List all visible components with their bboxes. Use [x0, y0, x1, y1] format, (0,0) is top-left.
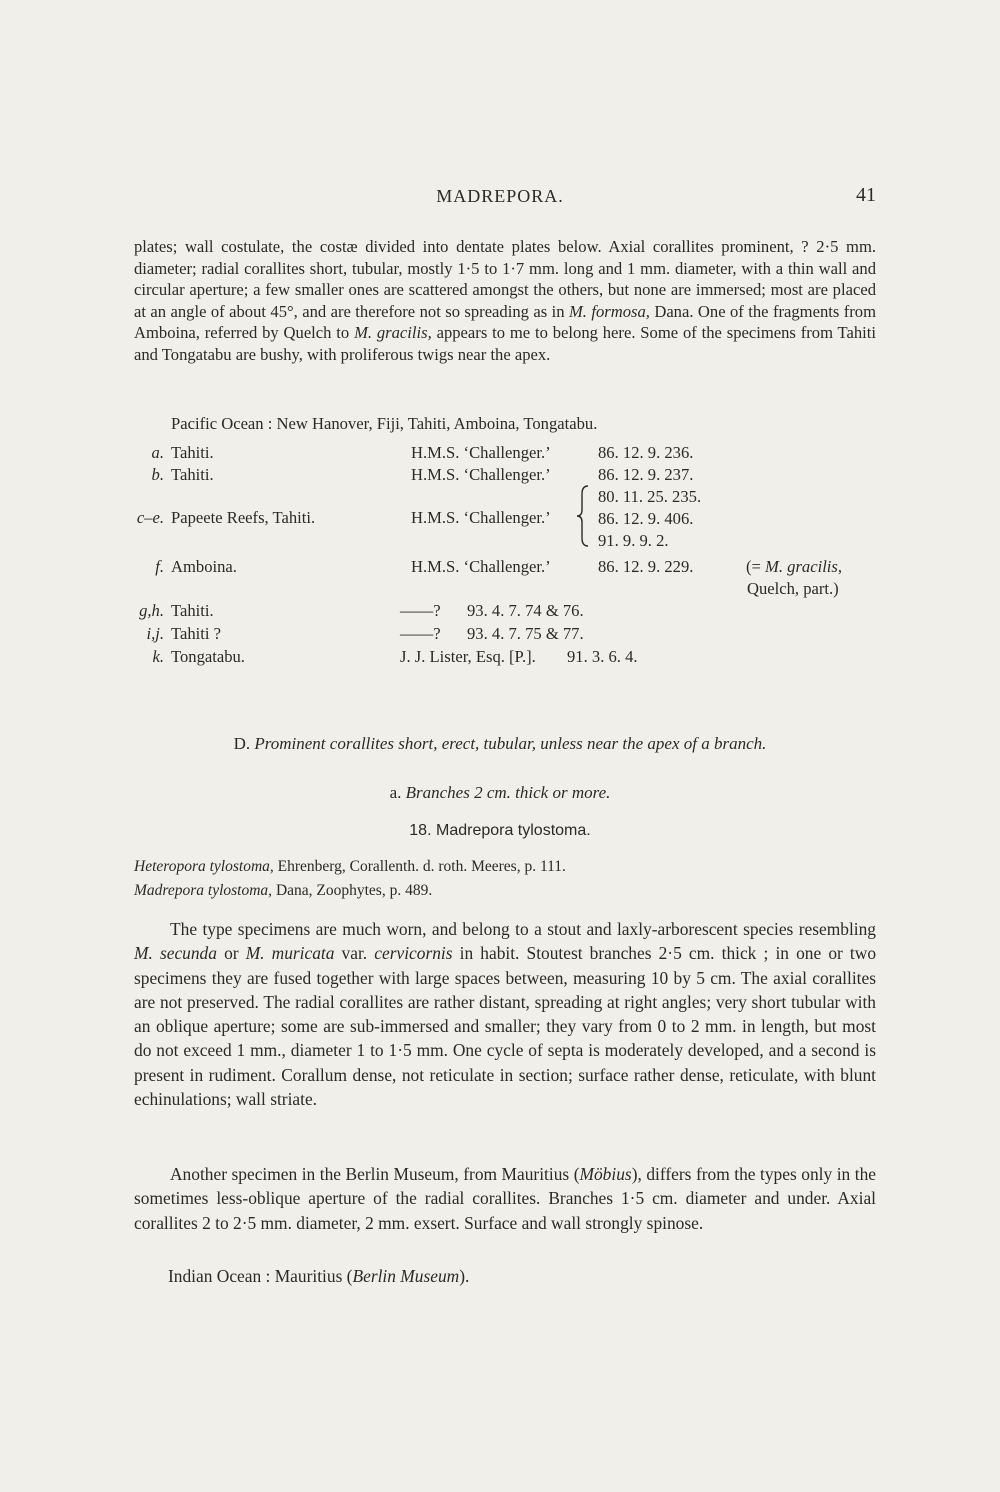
section-heading-d: D. Prominent corallites short, erect, tubular, unless near the apex of a branch. [233, 734, 767, 753]
specimen-locality: Amboina. [171, 557, 237, 576]
species-ref-gracilis: M. gracilis, [354, 323, 432, 343]
specimen-register: 80. 11. 25. 235. [598, 487, 702, 506]
specimen-locality: Tahiti. [171, 465, 214, 484]
specimen-collector: ——? [400, 601, 441, 620]
specimen-register: 86. 12. 9. 406. [598, 509, 694, 528]
description-paragraph: The type specimens are much worn, and belong to a stout and laxly-arborescent species resembling M. secunda or M. muricata var. cervicornis in habit. Stoutest branches 2·5 cm. thick ; in one or two specimens they are fused together with large spaces between, measuring 10 by 5 cm. The axial corallites are not preserved. The radial corallites are rather distant, spreading at right angles; very short tubular with an oblique aperture; some are sub-immersed and smaller; they vary from 0 to 2 mm. in length, but most do not exceed 1 mm., diameter 1 to 1·5 mm. One cycle of septa is moderately developed, and a second is present in rudiment. Corallum dense, not reticulate in section; surface rather dense, reticulate, with blunt echinulations; wall striate. [134, 919, 877, 1110]
specimen-letter: f. [155, 557, 164, 576]
description-paragraph: Another specimen in the Berlin Museum, from Mauritius (Möbius), differs from the types only in the sometimes less-oblique aperture of the radial corallites. Branches 1·5 cm. diameter and under. Axial corallites 2 to 2·5 mm. diameter, 2 mm. exsert. Surface and wall strongly spinose. [134, 1164, 876, 1233]
running-header: MADREPORA. [436, 186, 564, 206]
specimen-letter: c–e. [136, 508, 164, 527]
specimen-note-line2: Quelch, part.) [747, 579, 839, 598]
specimen-locality: Tahiti. [171, 601, 214, 620]
specimen-letter: g,h. [139, 601, 164, 620]
specimen-register: 93. 4. 7. 75 & 77. [467, 624, 584, 643]
specimen-register: 91. 9. 9. 2. [598, 531, 669, 550]
specimen-collector: ——? [400, 624, 441, 643]
specimen-note: (= M. gracilis, [746, 557, 843, 576]
specimen-collector: H.M.S. ‘Challenger.’ [411, 557, 551, 576]
synonym-line: Heteropora tylostoma, Ehrenberg, Corallenth. d. roth. Meeres, p. 111. [134, 858, 566, 875]
specimen-collector: J. J. Lister, Esq. [P.]. [400, 647, 536, 666]
species-heading: 18. Madrepora tylostoma. [409, 822, 591, 839]
specimen-letter: b. [151, 465, 164, 484]
habitat-line: Pacific Ocean : New Hanover, Fiji, Tahiti, Amboina, Tongatabu. [171, 414, 598, 433]
page-number: 41 [856, 184, 876, 206]
specimen-letter: i,j. [146, 624, 164, 643]
specimen-collector: H.M.S. ‘Challenger.’ [411, 465, 551, 484]
specimen-collector: H.M.S. ‘Challenger.’ [411, 508, 551, 527]
subsection-heading-a: a. Branches 2 cm. thick or more. [389, 783, 611, 802]
specimen-register: 86. 12. 9. 229. [598, 557, 694, 576]
description-paragraph: plates; wall costulate, the costæ divided into dentate plates below. Axial corallites prominent, ? 2·5 mm. diameter; radial corallites short, tubular, mostly 1·5 to 1·7 mm. long and 1 mm. diameter, with a thin wall and circular aperture; a few smaller ones are scattered amongst the others, but none are immersed; most are placed at an angle of about 45°, and are therefore not so spreading as in M. formosa, Dana. One of the fragments from Amboina, referred by Quelch to M. gracilis, appears to me to belong here. Some of the specimens from Tahiti and Tongatabu are bushy, with proliferous twigs near the apex. [134, 237, 876, 364]
specimen-register: 86. 12. 9. 236. [598, 443, 694, 462]
specimen-register: 91. 3. 6. 4. [567, 647, 638, 666]
synonym-line: Madrepora tylostoma, Dana, Zoophytes, p. 489. [134, 882, 433, 899]
specimen-locality: Tahiti. [171, 443, 214, 462]
specimen-register: 86. 12. 9. 237. [598, 465, 694, 484]
specimen-letter: a. [151, 443, 164, 462]
specimen-collector: H.M.S. ‘Challenger.’ [411, 443, 551, 462]
specimen-locality: Papeete Reefs, Tahiti. [171, 508, 316, 527]
specimen-locality: Tahiti ? [171, 624, 221, 643]
specimen-register: 93. 4. 7. 74 & 76. [467, 601, 584, 620]
specimen-letter: k. [152, 647, 164, 666]
specimen-locality: Tongatabu. [171, 647, 245, 666]
habitat-line: Indian Ocean : Mauritius (Berlin Museum). [168, 1266, 470, 1286]
species-ref-formosa: M. formosa, [568, 301, 650, 321]
brace-icon [576, 484, 590, 548]
